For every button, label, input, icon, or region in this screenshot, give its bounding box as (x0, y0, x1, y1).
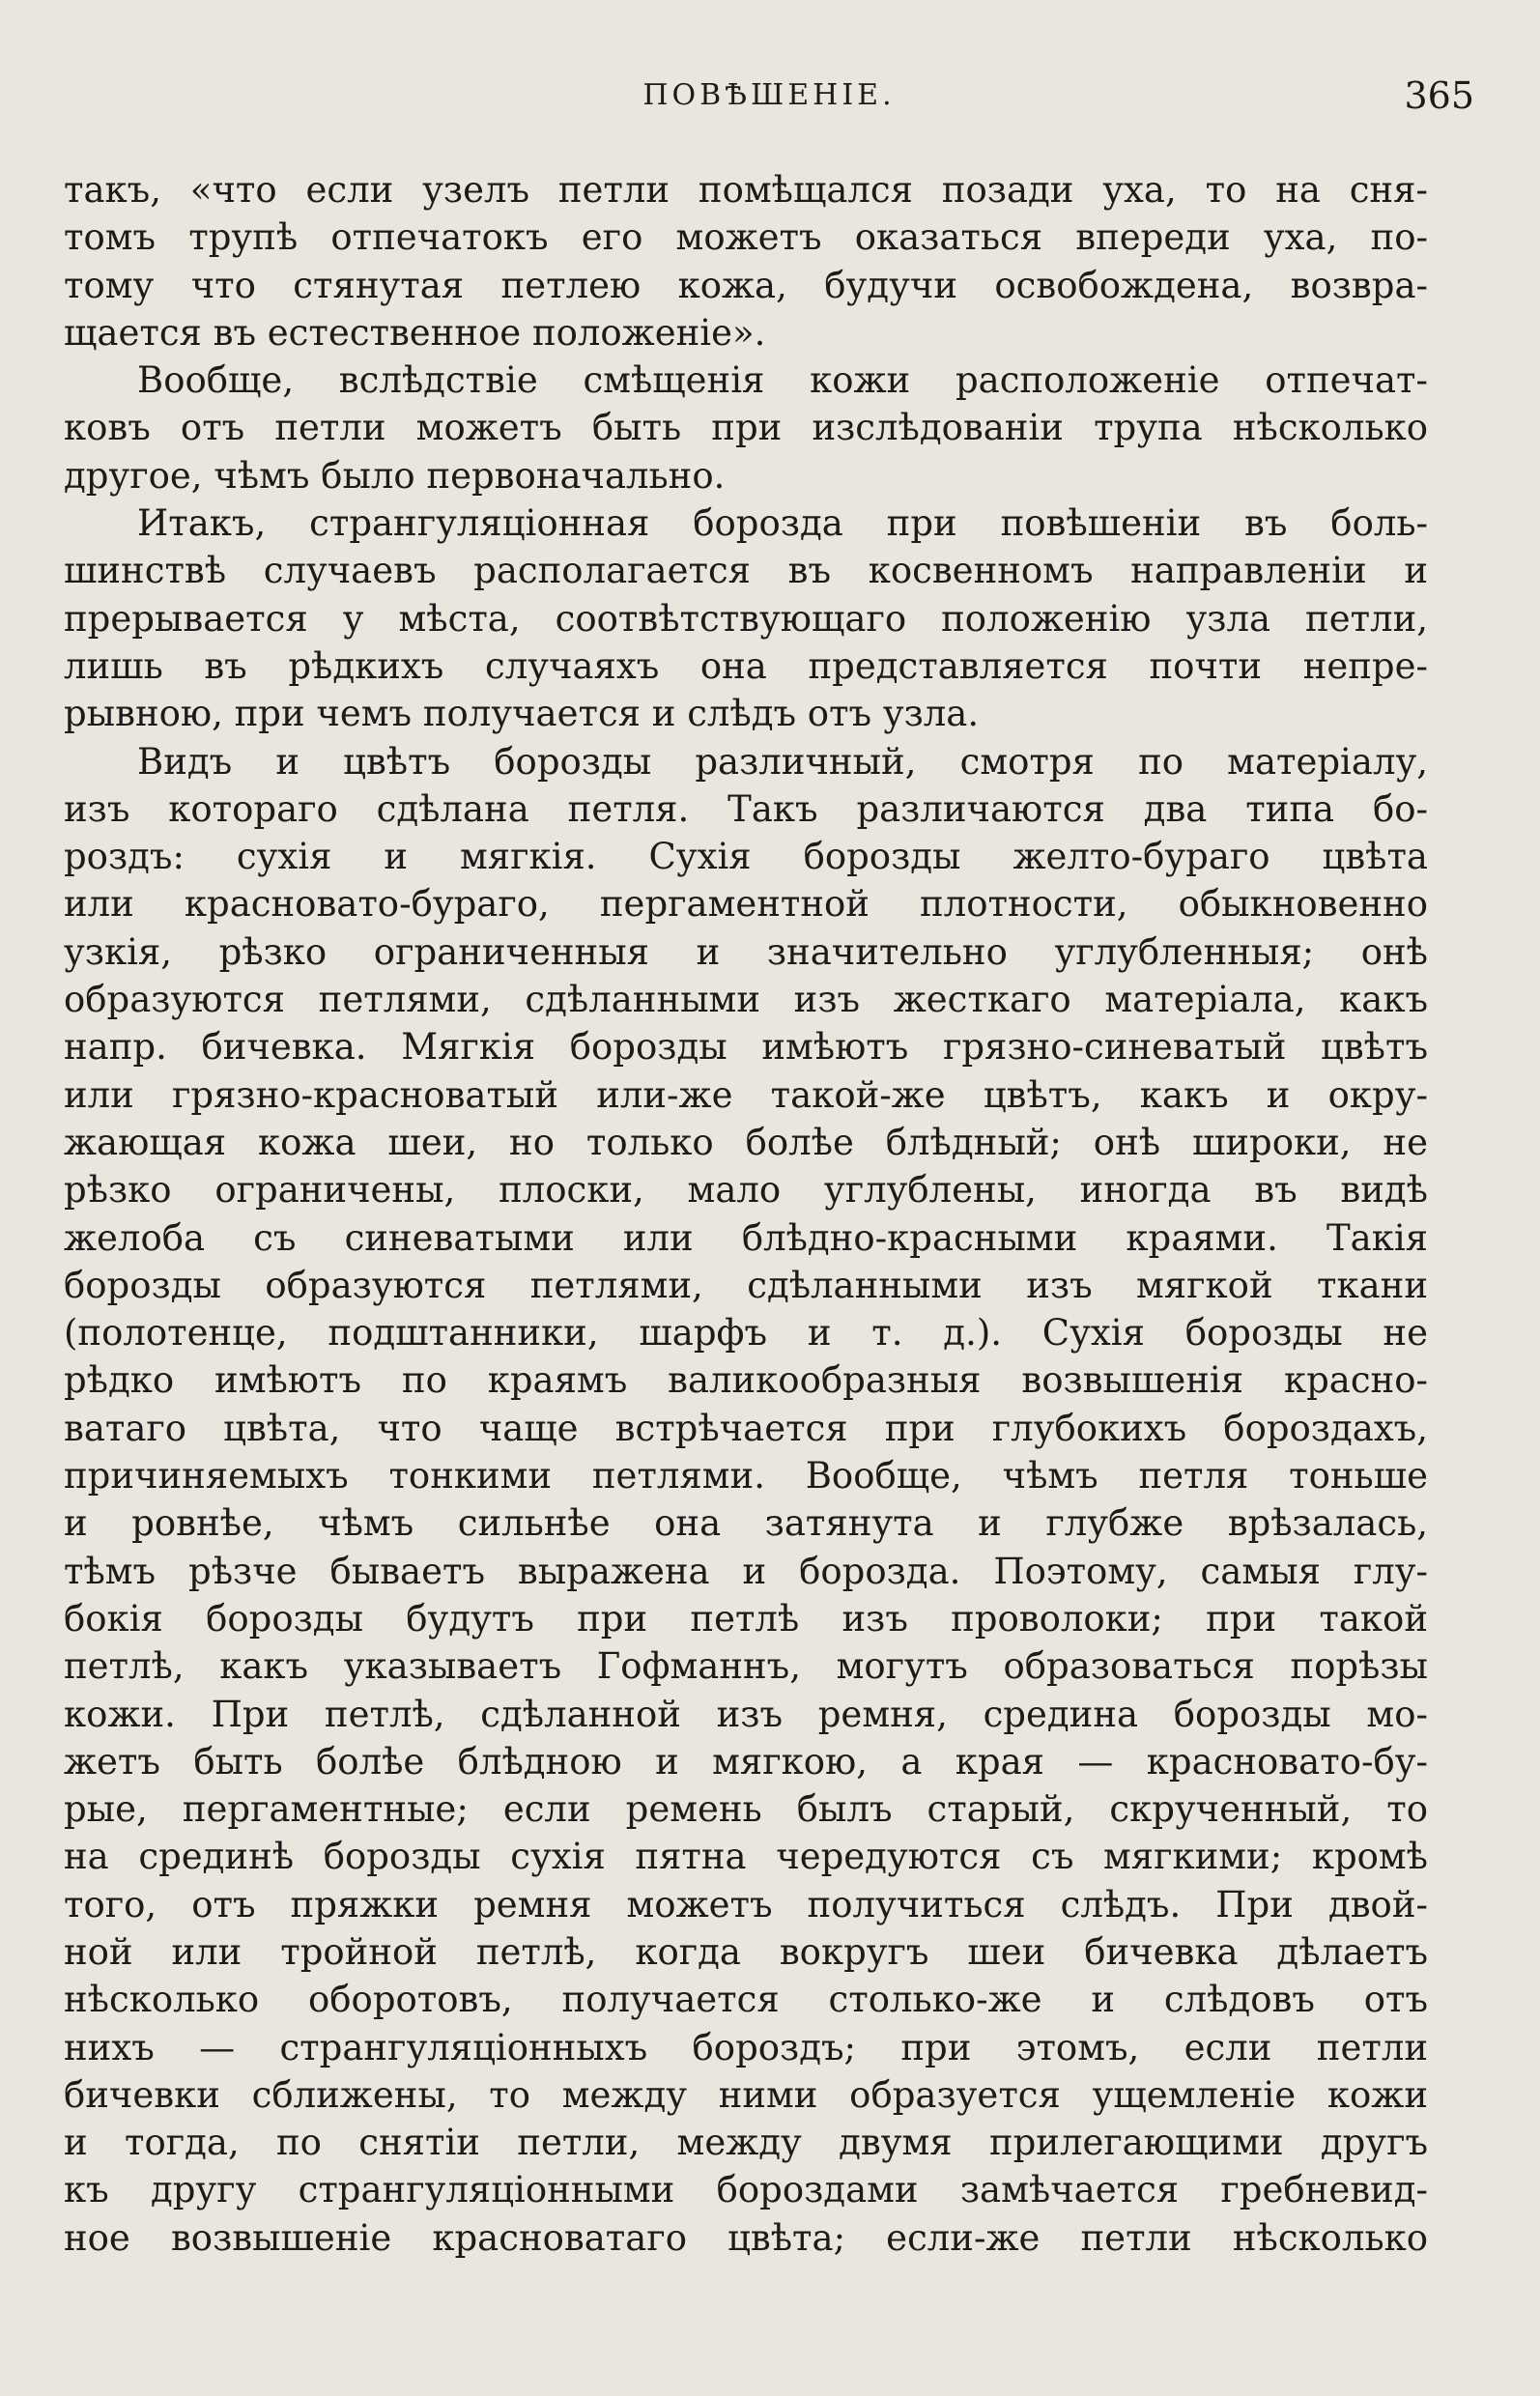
text-line: прерывается у мѣста, соотвѣтствующаго положенію узла петли, (64, 597, 1428, 640)
text-line: жающая кожа шеи, но только болѣе блѣдный; онѣ широки, не (64, 1121, 1428, 1163)
text-line: рывною, при чемъ получается и слѣдъ отъ узла. (64, 693, 980, 735)
text-line: кожи. При петлѣ, сдѣланной изъ ремня, средина борозды мо- (64, 1693, 1428, 1735)
text-line: желоба съ синеватыми или блѣдно-красными краями. Такія (64, 1216, 1428, 1259)
text-line: рѣдко имѣютъ по краямъ валикообразныя возвышенія красно- (64, 1359, 1428, 1402)
text-line: (полотенце, подштанники, шарфъ и т. д.). Сухія борозды не (64, 1312, 1428, 1355)
text-line: ватаго цвѣта, что чаще встрѣчается при глубокихъ бороздахъ, (64, 1407, 1428, 1449)
text-line: нихъ — странгуляціонныхъ бороздъ; при этомъ, если петли (64, 2026, 1428, 2068)
text-line: ное возвышеніе красноватаго цвѣта; если-же петли нѣсколько (64, 2216, 1428, 2259)
text-line: или грязно-красноватый или-же такой-же цвѣтъ, какъ и окру- (64, 1073, 1428, 1116)
text-line: къ другу странгуляціонными бороздами замѣчается гребневид- (64, 2169, 1428, 2211)
running-head (64, 71, 1474, 120)
text-line: рые, пергаментные; если ремень былъ старый, скрученный, то (64, 1788, 1428, 1831)
text-line: и тогда, по снятіи петли, между двумя прилегающими другъ (64, 2122, 1428, 2164)
text-line: бокія борозды будутъ при петлѣ изъ проволоки; при такой (64, 1597, 1428, 1640)
text-line: томъ трупѣ отпечатокъ его можетъ оказаться впереди уха, по- (64, 216, 1428, 259)
text-line: причиняемыхъ тонкими петлями. Вообще, чѣмъ петля тоньше (64, 1455, 1428, 1498)
text-line: другое, чѣмъ было первоначально. (64, 454, 726, 497)
text-line: тѣмъ рѣзче бываетъ выражена и борозда. Поэтому, самыя глу- (64, 1550, 1428, 1592)
paragraph (64, 499, 1428, 737)
text-line: рѣзко ограничены, плоски, мало углублены, иногда въ видѣ (64, 1169, 1428, 1212)
running-title: ПОВѢШЕНІЕ. (642, 78, 896, 112)
text-line: нѣсколько оборотовъ, получается столько-же и слѣдовъ отъ (64, 1979, 1428, 2021)
text-line: Итакъ, странгуляціонная борозда при повѣшеніи въ боль- (137, 502, 1428, 545)
page-number: 365 (1404, 74, 1474, 117)
text-line: того, отъ пряжки ремня можетъ получиться слѣдъ. При двой- (64, 1883, 1428, 1925)
text-line: узкія, рѣзко ограниченныя и значительно углубленныя; онѣ (64, 930, 1428, 973)
text-line: борозды образуются петлями, сдѣланными изъ мягкой ткани (64, 1264, 1428, 1306)
text-line: и ровнѣе, чѣмъ сильнѣе она затянута и глубже врѣзалась, (64, 1502, 1428, 1545)
text-line: жетъ быть болѣе блѣдною и мягкою, а края — красновато-бу- (64, 1740, 1428, 1783)
text-line: напр. бичевка. Мягкія борозды имѣютъ грязно-синеватый цвѣтъ (64, 1026, 1428, 1069)
text-line: петлѣ, какъ указываетъ Гофманнъ, могутъ образоваться порѣзы (64, 1645, 1428, 1688)
text-line: ковъ отъ петли можетъ быть при изслѣдованіи трупа нѣсколько (64, 407, 1428, 449)
text-line: лишь въ рѣдкихъ случаяхъ она представляется почти непре- (64, 644, 1428, 687)
text-line: тому что стянутая петлею кожа, будучи освобождена, возвра- (64, 264, 1428, 306)
text-line: бичевки сближены, то между ними образуется ущемленіе кожи (64, 2073, 1428, 2116)
paragraph (64, 738, 1428, 2263)
text-line: щается въ естественное положеніе». (64, 311, 766, 354)
paragraph (64, 166, 1428, 357)
text-line: шинствѣ случаевъ располагается въ косвенномъ направленіи и (64, 550, 1428, 592)
body-text (64, 166, 1428, 2262)
text-line: образуются петлями, сдѣланными изъ жесткаго матеріала, какъ (64, 979, 1428, 1021)
paragraph (64, 357, 1428, 499)
text-line: Вообще, вслѣдствіе смѣщенія кожи расположеніе отпечат- (137, 359, 1428, 402)
text-line: или красновато-бураго, пергаментной плотности, обыкновенно (64, 883, 1428, 926)
text-line: Видъ и цвѣтъ борозды различный, смотря по матеріалу, (137, 740, 1428, 783)
text-line: роздъ: сухія и мягкія. Сухія борозды желто-бураго цвѣта (64, 836, 1428, 878)
text-line: изъ котораго сдѣлана петля. Такъ различаются два типа бо- (64, 787, 1428, 830)
text-line: на срединѣ борозды сухія пятна чередуются съ мягкими; кромѣ (64, 1836, 1428, 1878)
text-line: такъ, «что если узелъ петли помѣщался позади уха, то на сня- (64, 169, 1428, 211)
text-line: ной или тройной петлѣ, когда вокругъ шеи бичевка дѣлаетъ (64, 1930, 1428, 1973)
